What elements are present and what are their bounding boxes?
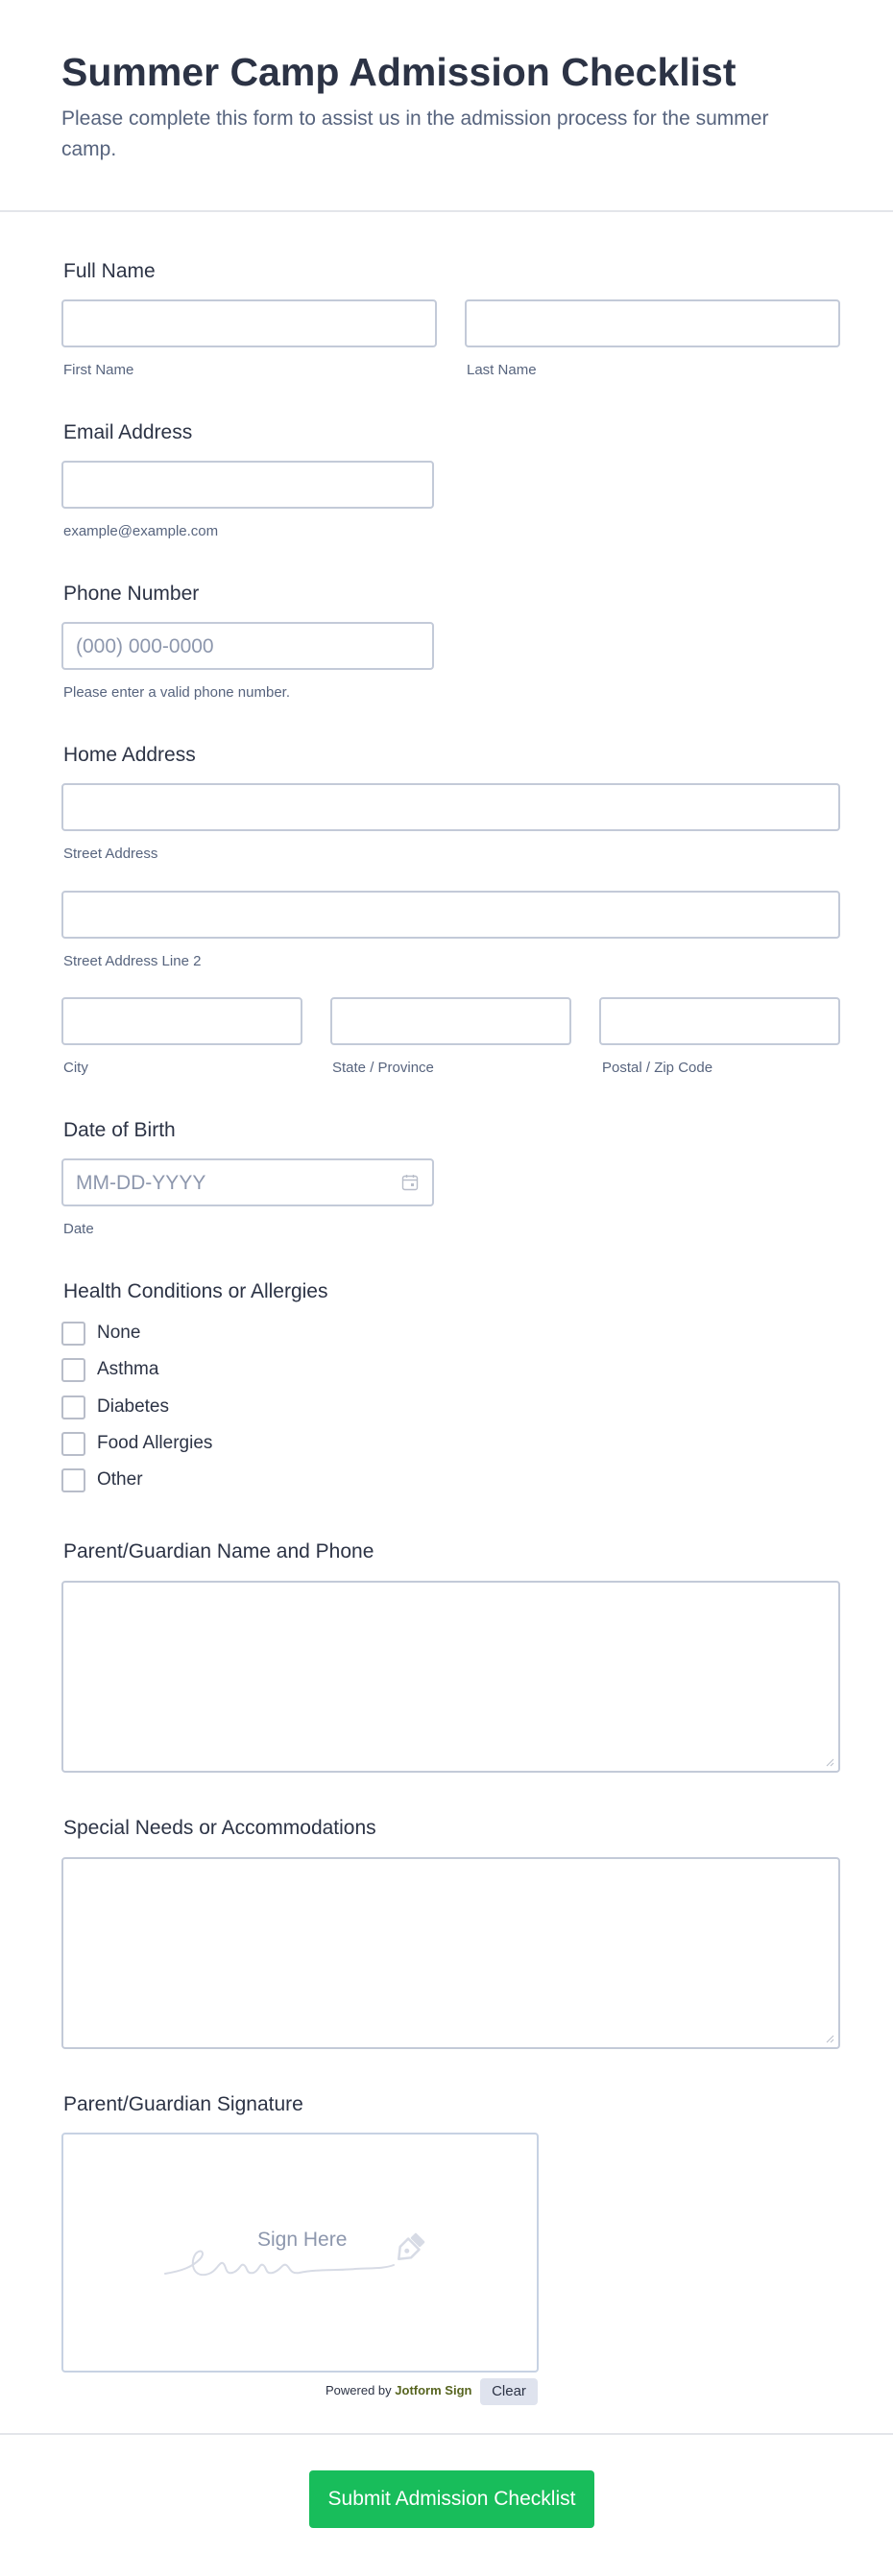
jotform-sign-brand[interactable]: Jotform Sign	[395, 2383, 472, 2397]
phone-sublabel: Please enter a valid phone number.	[63, 684, 290, 701]
guardian-label: Parent/Guardian Name and Phone	[63, 1540, 374, 1562]
guardian-textarea[interactable]	[61, 1581, 840, 1773]
health-label: Health Conditions or Allergies	[63, 1280, 328, 1302]
checkbox[interactable]	[61, 1395, 85, 1419]
email-label: Email Address	[63, 421, 193, 443]
phone-label: Phone Number	[63, 583, 200, 605]
street-address-line2-input[interactable]	[61, 891, 840, 939]
signature-label: Parent/Guardian Signature	[63, 2093, 303, 2115]
signature-prompt: Sign Here	[257, 2229, 348, 2251]
checkbox-label: Asthma	[97, 1359, 159, 1379]
clear-signature-button[interactable]: Clear	[480, 2378, 538, 2405]
powered-by-text	[326, 2383, 471, 2397]
page-title: Summer Camp Admission Checklist	[61, 50, 736, 94]
last-name-input[interactable]	[465, 299, 840, 347]
checkbox-label: Other	[97, 1469, 143, 1490]
last-name-sublabel: Last Name	[467, 362, 537, 378]
street-address-input[interactable]	[61, 783, 840, 831]
checkbox-label: None	[97, 1323, 141, 1343]
special-needs-label: Special Needs or Accommodations	[63, 1817, 376, 1839]
phone-placeholder: (000) 000-0000	[76, 635, 214, 657]
dob-input[interactable]	[61, 1158, 434, 1206]
city-input[interactable]	[61, 997, 302, 1045]
full-name-label: Full Name	[63, 260, 156, 282]
street-address-sublabel: Street Address	[63, 846, 158, 862]
checkbox-label: Diabetes	[97, 1396, 169, 1417]
zip-input[interactable]	[599, 997, 840, 1045]
submit-button[interactable]: Submit Admission Checklist	[309, 2470, 594, 2528]
form-header	[0, 0, 893, 212]
powered-by-prefix: Powered by	[326, 2383, 392, 2397]
dob-label: Date of Birth	[63, 1119, 176, 1141]
dob-sublabel: Date	[63, 1221, 94, 1237]
city-sublabel: City	[63, 1060, 88, 1076]
footer-divider	[0, 2433, 893, 2435]
checkbox-label: Food Allergies	[97, 1433, 213, 1453]
first-name-sublabel: First Name	[63, 362, 134, 378]
checkbox[interactable]	[61, 1468, 85, 1492]
signature-pad[interactable]	[61, 2133, 539, 2373]
checkbox[interactable]	[61, 1358, 85, 1382]
state-sublabel: State / Province	[332, 1060, 434, 1076]
page-subtitle: Please complete this form to assist us in the admission process for the summer camp.	[61, 107, 769, 160]
state-input[interactable]	[330, 997, 571, 1045]
address-label: Home Address	[63, 744, 196, 766]
calendar-icon[interactable]	[401, 1174, 419, 1191]
first-name-input[interactable]	[61, 299, 437, 347]
street-address-line2-sublabel: Street Address Line 2	[63, 953, 202, 969]
resize-handle-icon[interactable]	[825, 2034, 834, 2043]
resize-handle-icon[interactable]	[825, 1757, 834, 1767]
email-input[interactable]	[61, 461, 434, 509]
checkbox[interactable]	[61, 1322, 85, 1346]
pen-nib-icon	[390, 2226, 432, 2268]
email-sublabel: example@example.com	[63, 523, 219, 539]
dob-placeholder: MM-DD-YYYY	[76, 1172, 206, 1194]
phone-input[interactable]	[61, 622, 434, 670]
checkbox[interactable]	[61, 1432, 85, 1456]
zip-sublabel: Postal / Zip Code	[602, 1060, 713, 1076]
special-needs-textarea[interactable]	[61, 1857, 840, 2049]
